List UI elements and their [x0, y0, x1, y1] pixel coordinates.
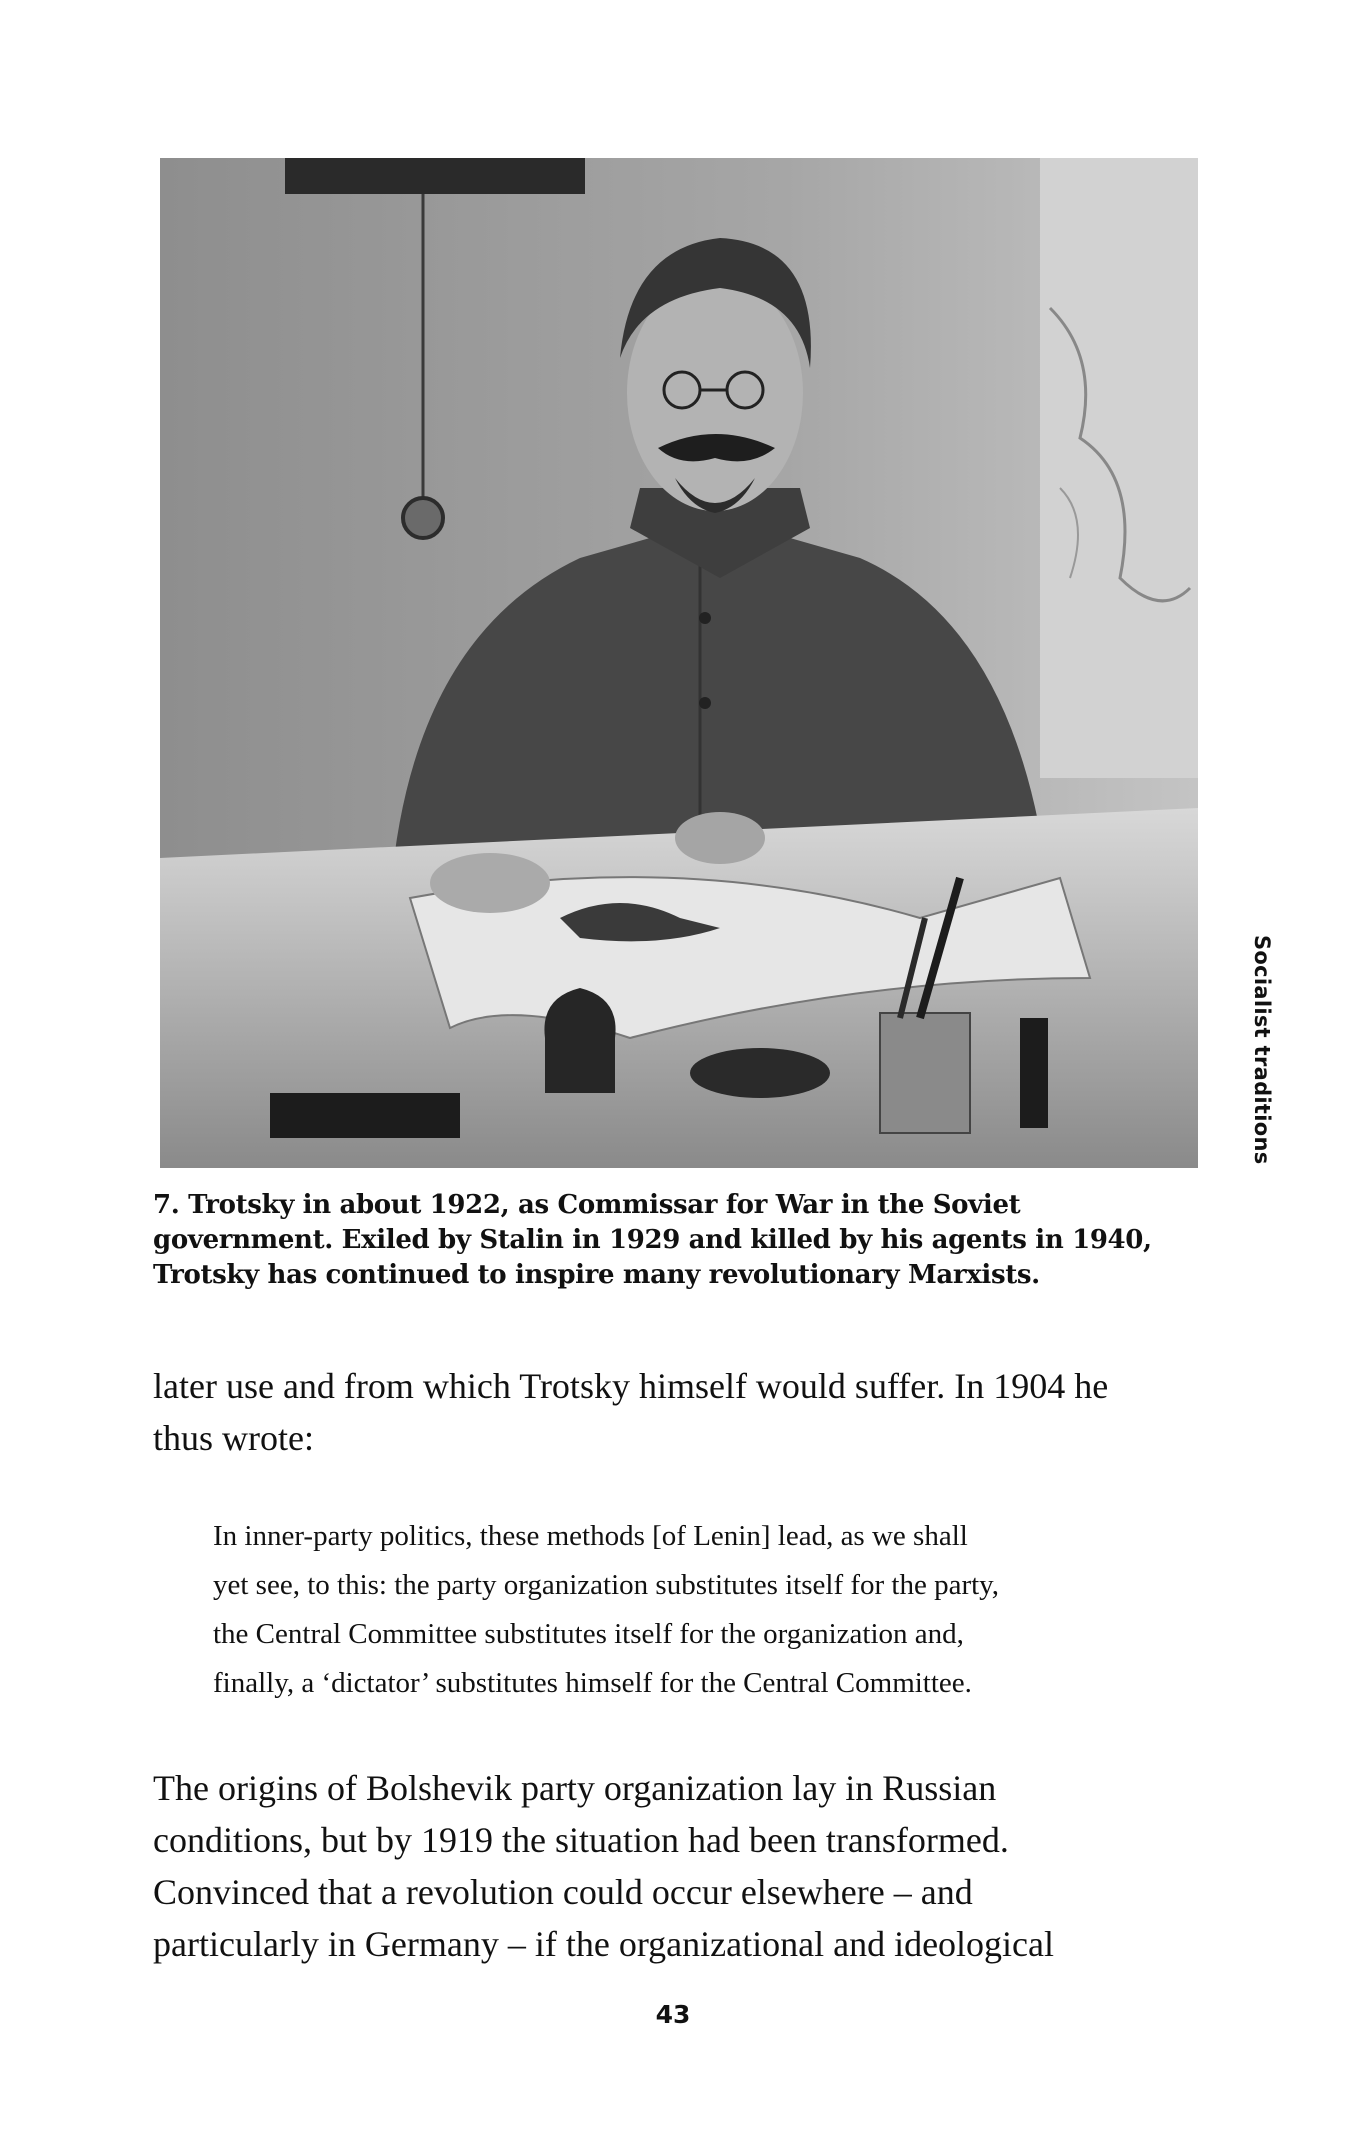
- trotsky-photograph: [160, 158, 1198, 1168]
- figure-caption: [153, 1188, 1193, 1293]
- quote-line: yet see, to this: the party organization substitutes itself for the party,: [213, 1569, 1000, 1601]
- main-paragraph: [153, 1762, 1203, 1970]
- running-head-text: Socialist traditions: [1250, 935, 1274, 1165]
- paragraph-line: later use and from which Trotsky himself would suffer. In 1904 he: [153, 1366, 1109, 1406]
- intro-paragraph: [153, 1360, 1203, 1464]
- caption-line: Trotsky has continued to inspire many revolutionary Marxists.: [153, 1260, 1040, 1290]
- paragraph-line: thus wrote:: [153, 1418, 314, 1458]
- quote-line: finally, a ‘dictator’ substitutes himself for the Central Committee.: [213, 1667, 972, 1699]
- caption-line: government. Exiled by Stalin in 1929 and killed by his agents in 1940,: [153, 1225, 1152, 1255]
- caption-line: 7. Trotsky in about 1922, as Commissar for War in the Soviet: [153, 1190, 1021, 1220]
- paragraph-line: The origins of Bolshevik party organization lay in Russian: [153, 1768, 997, 1808]
- quote-line: In inner-party politics, these methods [of Lenin] lead, as we shall: [213, 1520, 968, 1552]
- paragraph-line: conditions, but by 1919 the situation had been transformed.: [153, 1820, 1009, 1860]
- running-head: [1246, 935, 1278, 1165]
- paragraph-line: Convinced that a revolution could occur elsewhere – and: [153, 1872, 973, 1912]
- page-number: 43: [655, 2000, 691, 2029]
- quote-line: the Central Committee substitutes itself for the organization and,: [213, 1618, 964, 1650]
- block-quote: [213, 1512, 1163, 1708]
- paragraph-line: particularly in Germany – if the organizational and ideological: [153, 1924, 1055, 1964]
